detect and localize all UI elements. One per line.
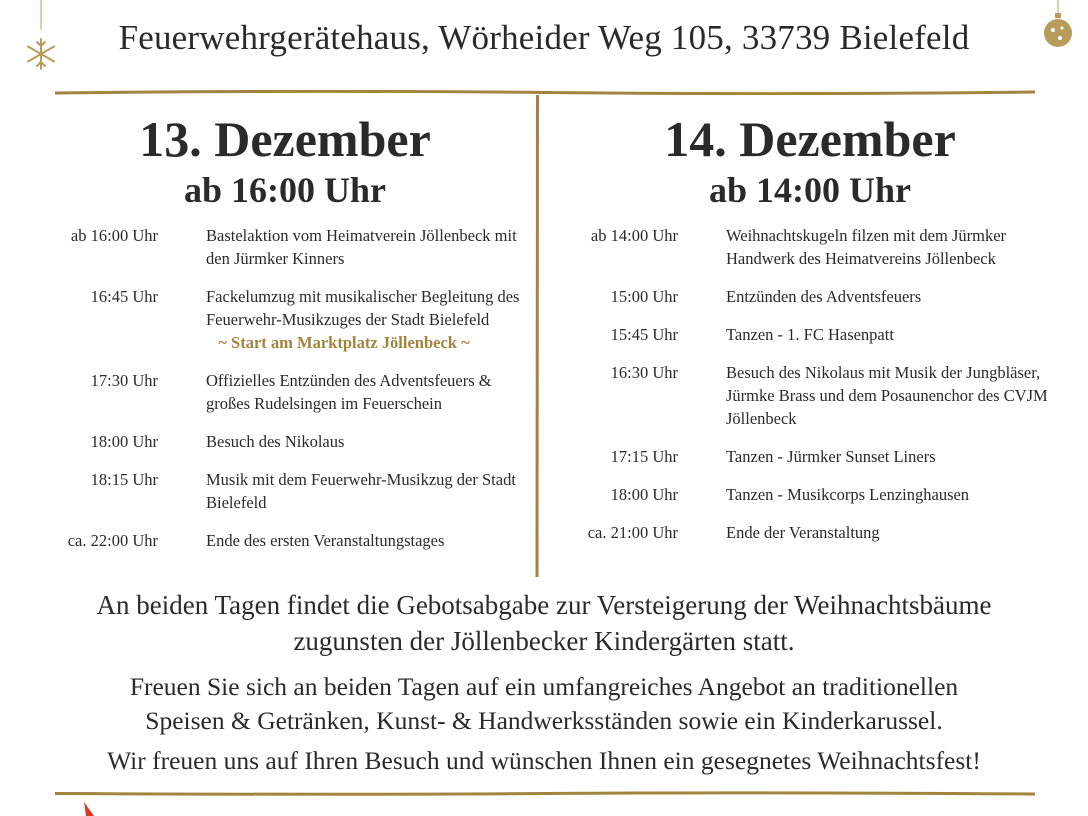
event-time: ca. 21:00 Uhr [587, 523, 678, 542]
day1-subtitle: ab 16:00 Uhr [183, 170, 386, 210]
event-text: Tanzen - Jürmker Sunset Liners [726, 447, 936, 466]
event-time: 18:00 Uhr [610, 485, 678, 504]
day2-subtitle: ab 14:00 Uhr [708, 170, 911, 210]
event-text: Offizielles Entzünden des Adventsfeuers & großes Rudelsingen im Feuerschein [206, 371, 492, 413]
event-description [726, 361, 1060, 430]
offer-line-1: Freuen Sie sich an beiden Tagen auf ein umfangreiches Angebot an traditionellen [129, 672, 959, 701]
schedule-row [560, 445, 1060, 468]
day2-title: 14. Dezember [664, 111, 956, 167]
schedule-row [560, 285, 1060, 308]
day1-schedule [40, 224, 530, 552]
event-text: Fackelumzug mit musikalischer Begleitung des Feuerwehr-Musikzuges der Stadt Bielefeld [206, 287, 520, 329]
event-time: 16:45 Uhr [90, 287, 158, 306]
event-description [206, 285, 530, 354]
schedule-row [560, 483, 1060, 506]
schedule-row [40, 529, 530, 552]
day1-title: 13. Dezember [139, 111, 431, 167]
event-time: 15:45 Uhr [610, 325, 678, 344]
bottom-divider [55, 791, 1035, 796]
event-description [726, 445, 1060, 468]
top-divider [55, 90, 1035, 95]
event-description [206, 224, 530, 270]
event-text: Bastelaktion vom Heimatverein Jöllenbeck mit den Jürmker Kinners [206, 226, 517, 268]
event-description [726, 521, 1060, 544]
event-text: Musik mit dem Feuerwehr-Musikzug der Stadt Bielefeld [206, 470, 516, 512]
event-time: 17:15 Uhr [610, 447, 678, 466]
auction-line-2: zugunsten der Jöllenbecker Kindergärten statt. [293, 626, 795, 656]
red-flame-icon [82, 802, 96, 816]
schedule-row [40, 285, 530, 354]
schedule-row [560, 323, 1060, 346]
event-time: ca. 22:00 Uhr [67, 531, 158, 550]
schedule-row [40, 468, 530, 514]
event-text: Entzünden des Adventsfeuers [726, 287, 922, 306]
schedule-row [40, 430, 530, 453]
event-time: ab 14:00 Uhr [590, 226, 678, 245]
schedule-row [560, 224, 1060, 270]
event-time: 18:15 Uhr [90, 470, 158, 489]
event-description [206, 369, 530, 415]
event-text: Besuch des Nikolaus [206, 432, 345, 451]
offer-note [0, 670, 1088, 738]
event-description [206, 529, 530, 552]
event-text: Ende des ersten Veranstaltungstages [206, 531, 445, 550]
event-time: 16:30 Uhr [610, 363, 678, 382]
event-note: ~ Start am Marktplatz Jöllenbeck ~ [218, 333, 470, 352]
event-time: ab 16:00 Uhr [70, 226, 158, 245]
event-text: Weihnachtskugeln filzen mit dem Jürmker Handwerk des Heimatvereins Jöllenbeck [726, 226, 1007, 268]
auction-line-1: An beiden Tagen findet die Gebotsabgabe zur Versteigerung der Weihnachtsbäume [96, 590, 992, 620]
schedule-row [560, 361, 1060, 430]
day2-schedule [560, 224, 1060, 544]
event-description [726, 483, 1060, 506]
schedule-row [560, 521, 1060, 544]
event-time: 18:00 Uhr [90, 432, 158, 451]
event-text: Besuch des Nikolaus mit Musik der Jungbläser, Jürmke Brass und dem Posaunenchor des CVJM Jöllenbeck [726, 363, 1048, 428]
event-text: Tanzen - Musikcorps Lenzinghausen [726, 485, 970, 504]
column-divider [535, 95, 540, 577]
offer-line-2: Speisen & Getränken, Kunst- & Handwerksständen sowie ein Kinderkarussel. [145, 706, 943, 735]
day2-column [560, 108, 1060, 559]
schedule-row [40, 224, 530, 270]
event-description [726, 323, 1060, 346]
event-description [206, 430, 530, 453]
venue-address: Feuerwehrgerätehaus, Wörheider Weg 105, 33739 Bielefeld [118, 18, 970, 57]
event-description [206, 468, 530, 514]
auction-note [0, 587, 1088, 659]
event-text: Ende der Veranstaltung [726, 523, 880, 542]
greeting: Wir freuen uns auf Ihren Besuch und wünschen Ihnen ein gesegnetes Weihnachtsfest! [107, 746, 981, 775]
event-description [726, 285, 1060, 308]
event-time: 15:00 Uhr [610, 287, 678, 306]
event-time: 17:30 Uhr [90, 371, 158, 390]
event-text: Tanzen - 1. FC Hasenpatt [726, 325, 894, 344]
schedule-row [40, 369, 530, 415]
day1-column [40, 108, 530, 567]
event-description [726, 224, 1060, 270]
